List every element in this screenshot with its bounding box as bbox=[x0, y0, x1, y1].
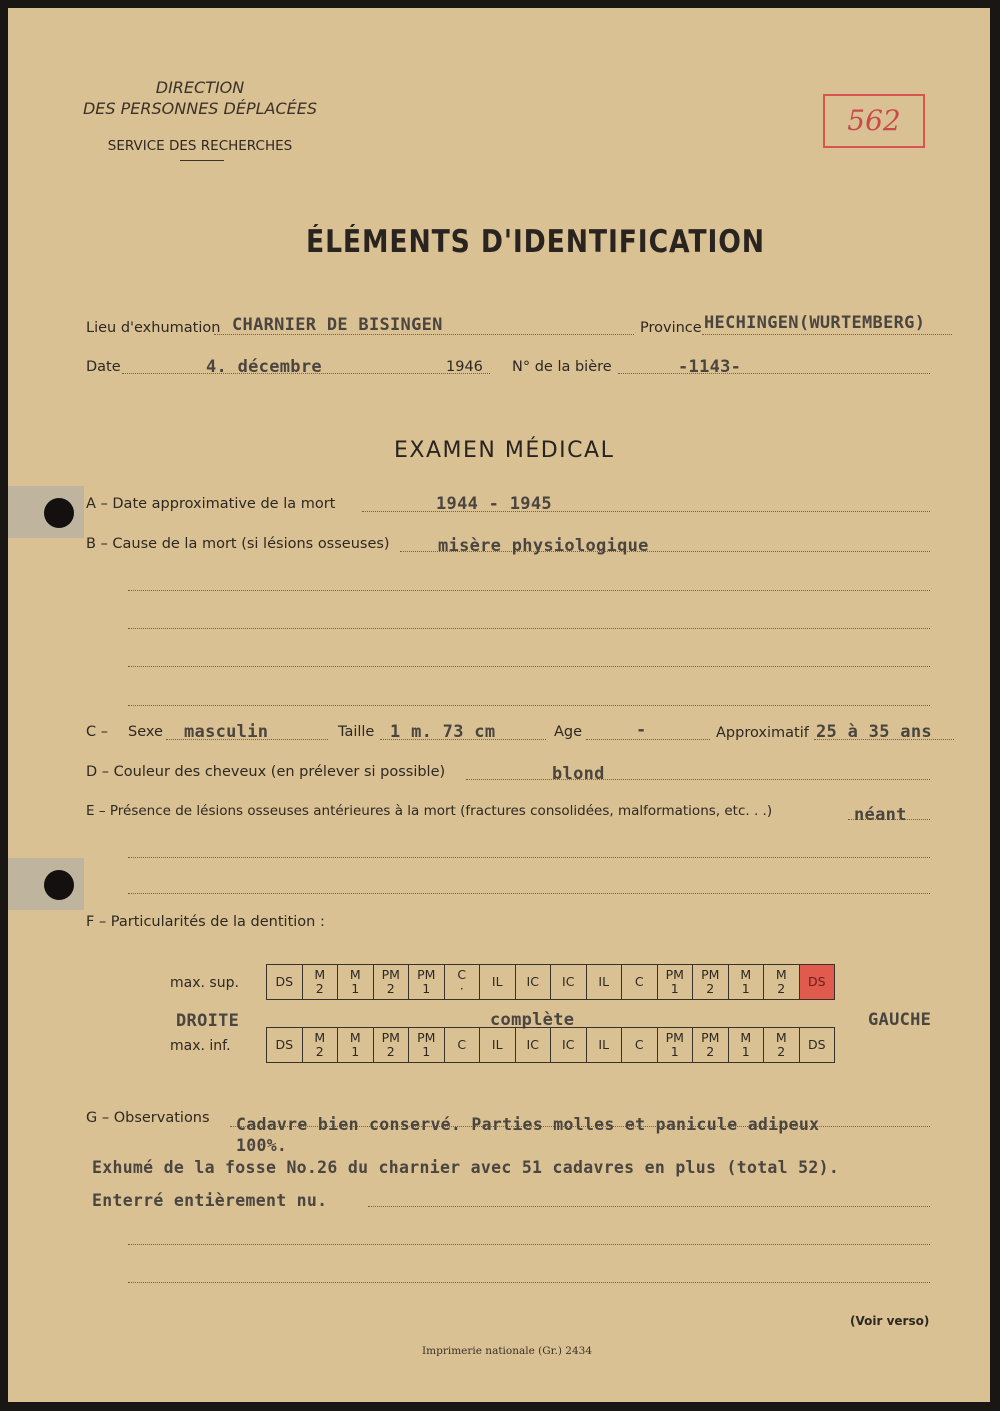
b-blank-line-1 bbox=[128, 590, 930, 591]
biere-label: N° de la bière bbox=[512, 359, 612, 375]
upper-tooth-4 bbox=[409, 965, 445, 1000]
e-blank-line-1 bbox=[128, 857, 930, 858]
upper-tooth-type: IC bbox=[562, 974, 575, 989]
b-blank-line-4 bbox=[128, 705, 930, 706]
page-title: ÉLÉMENTS D'IDENTIFICATION bbox=[306, 224, 765, 260]
g-label: G – Observations bbox=[86, 1110, 210, 1126]
lower-tooth-number: 2 bbox=[315, 1044, 324, 1059]
taille-value: 1 m. 73 cm bbox=[390, 722, 496, 742]
lower-tooth-13 bbox=[728, 1028, 764, 1063]
lower-tooth-type: M bbox=[740, 1030, 752, 1045]
lower-tooth-4 bbox=[409, 1028, 445, 1063]
upper-tooth-2 bbox=[338, 965, 374, 1000]
lower-tooth-number: 1 bbox=[422, 1044, 431, 1059]
lower-tooth-number: 2 bbox=[386, 1044, 395, 1059]
printer-line: Imprimerie nationale (Gr.) 2434 bbox=[422, 1345, 592, 1357]
org-line1: DIRECTION bbox=[155, 78, 245, 97]
obs-line1: Cadavre bien conservé. Parties molles et panicule adipeux bbox=[236, 1115, 820, 1134]
upper-tooth-type: IC bbox=[526, 974, 539, 989]
lower-tooth-number: 2 bbox=[706, 1044, 715, 1059]
lower-tooth-type: IC bbox=[526, 1037, 539, 1052]
taille-label: Taille bbox=[338, 724, 375, 740]
province-value: HECHINGEN(WURTEMBERG) bbox=[704, 313, 926, 333]
approx-value: 25 à 35 ans bbox=[816, 722, 932, 742]
age-value: - bbox=[636, 720, 647, 740]
lower-tooth-type: M bbox=[314, 1030, 326, 1045]
lieu-value: CHARNIER DE BISINGEN bbox=[232, 315, 443, 335]
droite-label: DROITE bbox=[176, 1011, 240, 1031]
biere-value: -1143- bbox=[678, 357, 742, 377]
upper-tooth-8 bbox=[551, 965, 587, 1000]
max-inf-label: max. inf. bbox=[170, 1038, 231, 1054]
dentition-state: complète bbox=[490, 1010, 575, 1030]
lower-tooth-9 bbox=[586, 1028, 622, 1063]
lower-tooth-11 bbox=[657, 1028, 693, 1063]
e-blank-line-2 bbox=[128, 893, 930, 894]
lower-tooth-type: C bbox=[634, 1037, 644, 1052]
lower-teeth-chart bbox=[266, 1027, 835, 1063]
upper-tooth-type: PM bbox=[701, 967, 720, 982]
age-dots bbox=[586, 739, 710, 740]
province-dots bbox=[702, 334, 952, 335]
upper-tooth-15 bbox=[799, 965, 835, 1000]
date-value: 4. décembre bbox=[206, 357, 322, 377]
stamp-number: 562 bbox=[823, 94, 925, 148]
section-title: EXAMEN MÉDICAL bbox=[394, 438, 615, 463]
upper-tooth-12 bbox=[693, 965, 729, 1000]
lower-tooth-14 bbox=[764, 1028, 800, 1063]
upper-tooth-number: 1 bbox=[670, 981, 679, 996]
lower-tooth-12 bbox=[693, 1028, 729, 1063]
upper-tooth-type: PM bbox=[417, 967, 436, 982]
a-label: A – Date approximative de la mort bbox=[86, 496, 336, 512]
upper-tooth-number: 1 bbox=[351, 981, 360, 996]
upper-tooth-type: IL bbox=[598, 974, 610, 989]
obs-line3: Exhumé de la fosse No.26 du charnier avec 51 cadavres en plus (total 52). bbox=[92, 1158, 840, 1177]
upper-tooth-number: · bbox=[459, 981, 464, 996]
punch-hole-bottom bbox=[44, 870, 74, 900]
upper-tooth-5 bbox=[444, 965, 480, 1000]
d-value: blond bbox=[552, 764, 605, 784]
upper-tooth-type: M bbox=[740, 967, 752, 982]
lower-tooth-type: IC bbox=[562, 1037, 575, 1052]
punch-hole-top bbox=[44, 498, 74, 528]
d-dots bbox=[466, 779, 930, 780]
upper-tooth-number: 1 bbox=[741, 981, 750, 996]
upper-tooth-3 bbox=[373, 965, 409, 1000]
upper-tooth-type: C bbox=[457, 967, 467, 982]
approx-label: Approximatif bbox=[716, 725, 809, 741]
lower-tooth-type: DS bbox=[807, 1037, 826, 1052]
lower-tooth-10 bbox=[622, 1028, 658, 1063]
upper-tooth-number: 2 bbox=[777, 981, 786, 996]
upper-tooth-7 bbox=[515, 965, 551, 1000]
upper-tooth-type: C bbox=[634, 974, 644, 989]
lower-tooth-0 bbox=[267, 1028, 303, 1063]
upper-tooth-type: PM bbox=[665, 967, 684, 982]
lower-tooth-6 bbox=[480, 1028, 516, 1063]
upper-tooth-6 bbox=[480, 965, 516, 1000]
sexe-label: Sexe bbox=[128, 724, 163, 740]
lower-tooth-type: IL bbox=[598, 1037, 610, 1052]
lower-tooth-type: M bbox=[349, 1030, 361, 1045]
lower-tooth-type: C bbox=[457, 1037, 467, 1052]
lieu-label: Lieu d'exhumation bbox=[86, 320, 221, 336]
b-value: misère physiologique bbox=[438, 536, 649, 556]
g-blank-line-1 bbox=[368, 1206, 930, 1207]
upper-tooth-0 bbox=[267, 965, 303, 1000]
lower-tooth-8 bbox=[551, 1028, 587, 1063]
upper-tooth-1 bbox=[302, 965, 338, 1000]
lower-tooth-number: 1 bbox=[670, 1044, 679, 1059]
lower-tooth-3 bbox=[373, 1028, 409, 1063]
year-value: 1946 bbox=[446, 359, 483, 375]
upper-tooth-number: 2 bbox=[315, 981, 324, 996]
lower-tooth-type: PM bbox=[701, 1030, 720, 1045]
upper-tooth-type: M bbox=[314, 967, 326, 982]
upper-tooth-number: 1 bbox=[422, 981, 431, 996]
d-label: D – Couleur des cheveux (en prélever si possible) bbox=[86, 764, 446, 780]
lower-tooth-number: 1 bbox=[351, 1044, 360, 1059]
upper-tooth-number: 2 bbox=[386, 981, 395, 996]
e-value: néant bbox=[854, 805, 907, 825]
obs-line4: Enterré entièrement nu. bbox=[92, 1191, 328, 1210]
max-sup-label: max. sup. bbox=[170, 975, 239, 991]
age-label: Age bbox=[554, 724, 583, 740]
document-sheet bbox=[8, 8, 990, 1402]
org-line2: DES PERSONNES DÉPLACÉES bbox=[82, 99, 318, 118]
gauche-label: GAUCHE bbox=[868, 1010, 932, 1030]
upper-tooth-type: M bbox=[775, 967, 787, 982]
b-blank-line-3 bbox=[128, 666, 930, 667]
header-rule bbox=[180, 160, 224, 161]
province-label: Province bbox=[640, 320, 702, 336]
obs-line2: 100%. bbox=[236, 1136, 288, 1155]
voir-verso: (Voir verso) bbox=[850, 1314, 930, 1328]
upper-tooth-13 bbox=[728, 965, 764, 1000]
upper-tooth-14 bbox=[764, 965, 800, 1000]
lower-tooth-number: 1 bbox=[741, 1044, 750, 1059]
a-value: 1944 - 1945 bbox=[436, 494, 552, 514]
lower-tooth-type: PM bbox=[381, 1030, 400, 1045]
sexe-value: masculin bbox=[184, 722, 269, 742]
upper-tooth-type: M bbox=[349, 967, 361, 982]
upper-teeth-chart bbox=[266, 964, 835, 1000]
f-label: F – Particularités de la dentition : bbox=[86, 914, 325, 930]
b-blank-line-2 bbox=[128, 628, 930, 629]
lower-tooth-type: PM bbox=[417, 1030, 436, 1045]
lower-tooth-1 bbox=[302, 1028, 338, 1063]
e-label: E – Présence de lésions osseuses antérieures à la mort (fractures consolidées, malformations, etc. . .) bbox=[86, 803, 773, 819]
biere-dots bbox=[618, 373, 930, 374]
upper-tooth-type: DS bbox=[275, 974, 294, 989]
upper-tooth-type: IL bbox=[491, 974, 503, 989]
service-name: SERVICE DES RECHERCHES bbox=[107, 138, 293, 154]
lower-tooth-type: DS bbox=[275, 1037, 294, 1052]
b-label: B – Cause de la mort (si lésions osseuses) bbox=[86, 536, 390, 552]
lower-tooth-type: IL bbox=[491, 1037, 503, 1052]
upper-tooth-number: 2 bbox=[706, 981, 715, 996]
upper-tooth-9 bbox=[586, 965, 622, 1000]
lower-tooth-5 bbox=[444, 1028, 480, 1063]
lower-tooth-15 bbox=[799, 1028, 835, 1063]
upper-tooth-type: PM bbox=[381, 967, 400, 982]
lower-tooth-2 bbox=[338, 1028, 374, 1063]
lower-tooth-number: 2 bbox=[777, 1044, 786, 1059]
g-blank-line-2 bbox=[128, 1244, 930, 1245]
g-blank-line-3 bbox=[128, 1282, 930, 1283]
c-prefix: C – bbox=[86, 724, 108, 740]
upper-tooth-10 bbox=[622, 965, 658, 1000]
lower-tooth-7 bbox=[515, 1028, 551, 1063]
upper-tooth-type: DS bbox=[807, 974, 826, 989]
lower-tooth-type: PM bbox=[665, 1030, 684, 1045]
upper-tooth-11 bbox=[657, 965, 693, 1000]
date-label: Date bbox=[86, 359, 121, 375]
lower-tooth-type: M bbox=[775, 1030, 787, 1045]
